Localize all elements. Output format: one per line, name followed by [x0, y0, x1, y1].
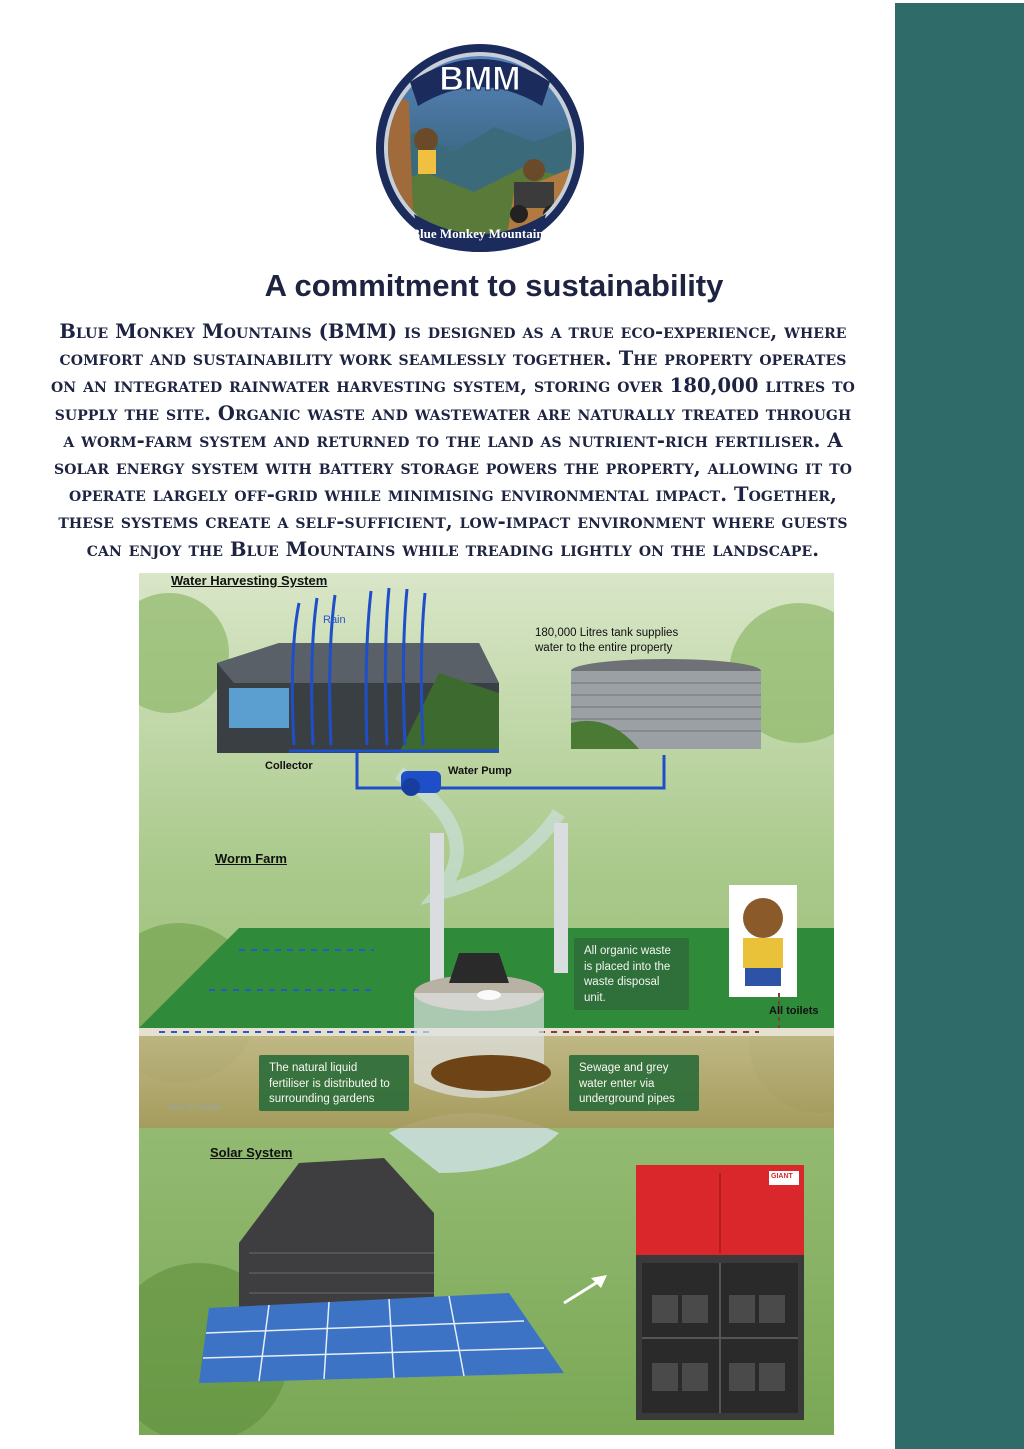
intro-line: a worm-farm system and returned to the land as nutrient-rich fertiliser. A [63, 428, 843, 452]
tank-note-line: water to the entire property [535, 642, 673, 654]
intro-line: comfort and sustainability work seamlessly together. The property operates [59, 347, 847, 371]
tank-note [535, 626, 678, 656]
decorative-sidebar [895, 3, 1024, 1449]
intro-line: can enjoy the Blue Mountains while treading lightly on the landscape. [86, 537, 820, 561]
organic-waste-box: All organic waste is placed into the waste disposal unit. [574, 938, 689, 1010]
intro-paragraph [18, 318, 888, 563]
logo-brand: BMM [439, 60, 521, 98]
intro-line: operate largely off-grid while minimising environmental impact. Together, [69, 483, 837, 507]
sustainability-infographic [139, 573, 834, 1435]
logo-name: Blue Monkey Mountains [411, 226, 549, 241]
water-pump-label: Water Pump [448, 765, 512, 777]
battery-brand-label: GIANT [771, 1173, 793, 1180]
fertiliser-box: The natural liquid fertiliser is distributed to surrounding gardens [259, 1055, 409, 1111]
intro-line: Blue Monkey Mountains (BMM) is designed as a true eco-experience, where [59, 320, 847, 343]
intro-line: solar energy system with battery storage powers the property, allowing it to [53, 456, 853, 480]
intro-line: on an integrated rainwater harvesting system, storing over 180,000 litres to [51, 374, 855, 398]
tank-note-line: 180,000 Litres tank supplies [535, 627, 679, 639]
water-harvesting-title: Water Harvesting System [171, 573, 328, 588]
sewage-box: Sewage and grey water enter via underground pipes [569, 1055, 699, 1111]
collector-label: Collector [265, 760, 313, 772]
intro-line: supply the site. Organic waste and wastewater are naturally treated through [54, 401, 852, 425]
page-title: A commitment to sustainability [264, 268, 724, 303]
worm-farm-title: Worm Farm [215, 851, 287, 866]
solar-system-title: Solar System [210, 1145, 293, 1160]
bmm-logo [374, 42, 586, 254]
infographic-illustration [139, 573, 834, 1435]
intro-line: these systems create a self-sufficient, low-impact environment where guests [58, 510, 848, 534]
all-toilets-label: All toilets [769, 1005, 819, 1017]
not-to-scale-label: Not to scale [169, 1102, 222, 1113]
rain-label: Rain [323, 614, 346, 626]
